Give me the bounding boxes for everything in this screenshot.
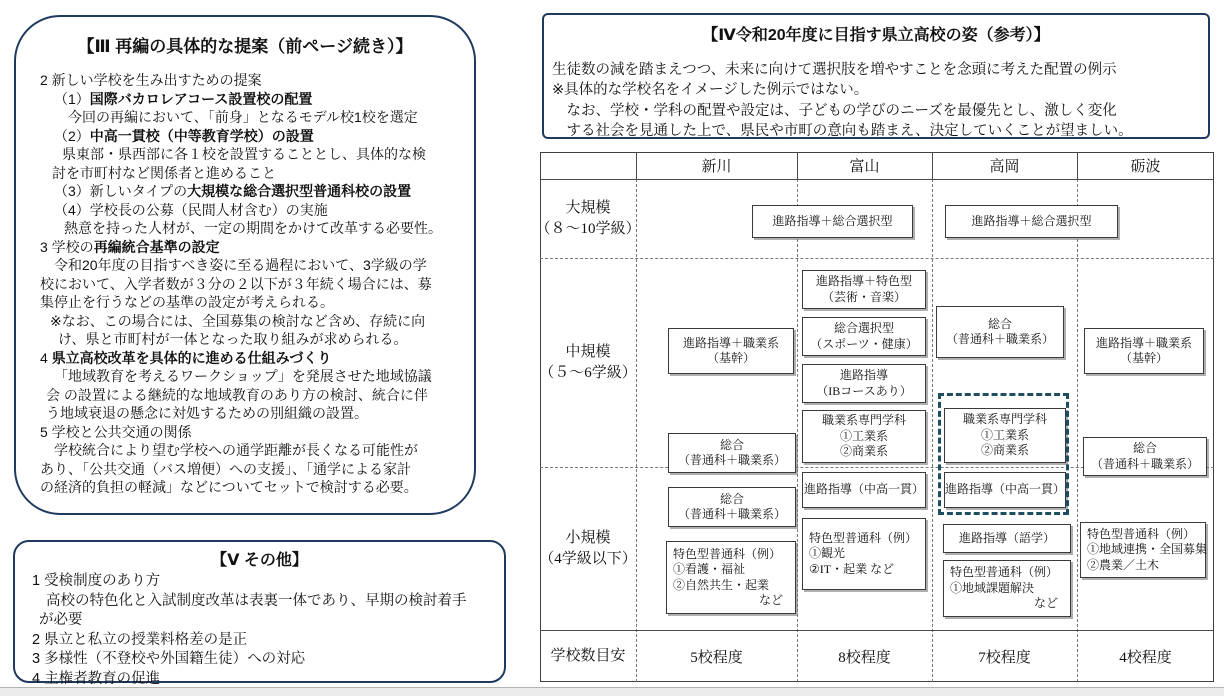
text-line: ※具体的な学校名をイメージした例示ではない。 [552,82,869,99]
text-run: あり、「公共交通（バス増便）への支援」、「通学による家計 [40,460,411,477]
row-label-line: （4学級以下） [539,550,637,567]
row-label-4 [540,630,636,682]
table-box-line: 進路指導＋総合選択型 [772,213,893,228]
table-box-line: ②IT・起業 など [809,561,895,576]
text-line [40,164,470,183]
table-box-line: ①地域連携・全国募集 [1087,542,1208,557]
table-box-medium-toyama-1 [802,270,926,309]
text-line [32,650,496,670]
table-box-line: 職業系専門学科 [821,413,906,428]
text-line [40,256,470,275]
text-run: の経済的負担の軽減」などについてセットで検討する必要。 [40,479,418,495]
text-line [40,423,470,442]
text-line [40,441,470,460]
row-label-line: 小規模 [565,529,611,546]
table-box-line: ①地域課題解決 [950,580,1035,595]
section-3-title: 【Ⅲ 再編の具体的な提案（前ページ続き）】 [77,37,413,56]
text-line [40,330,470,349]
table-box-medium-toyama-2 [802,317,926,356]
table-box-line: （IBコースあり） [816,383,912,398]
table-box-line: 進路指導（中高一貫） [945,482,1066,497]
text-line [40,108,470,127]
table-box-line: （普通科＋職業系） [677,507,786,521]
grid-line [932,179,933,682]
count-cell-2: 8校程度 [838,649,891,666]
text-line [40,367,470,386]
text-line [32,592,496,612]
table-box-medium-tonami-2 [1083,437,1207,476]
grid-line [540,179,1214,180]
text-run: 「地域教育を考えるワークショップ」を発展させた地域協議 [54,368,432,384]
row-label-line: （８～10学級） [535,220,641,237]
table-box-line: （基幹） [1119,351,1168,365]
text-run: 今回の再編において、「前身」となるモデル校1校を選定 [68,109,418,125]
table-box-line: ①工業系 [839,428,888,443]
table-box-line: 進路指導＋職業系 [1095,335,1192,350]
section-5-frame [13,540,506,687]
column-header-2: 富山 [849,159,880,175]
bold-text-run: 県立高校改革を具体的に進める仕組みづくり [51,349,332,366]
text-run: （3）新しいタイプの [54,183,188,199]
text-run: ※なお、この場合には、全国募集の検討など含め、存続に向 [50,312,426,329]
table-box-small-shinkawa-1 [668,487,796,527]
table-box-medium-toyama-3 [802,364,926,403]
table-box-line: など [1033,596,1058,611]
text-line [40,404,470,423]
text-line: する社会を見通した上で、県民や市町の意向も踏まえ、決定していくことが望ましい。 [552,122,1133,139]
text-run: 4 主権者教育の促進 [32,670,161,687]
table-box-line: ①看護・福祉 [673,562,746,576]
text-line [40,386,470,405]
table-box-line: （普通科＋職業系） [945,332,1054,346]
section-4-title: 【Ⅳ令和20年度に目指す県立高校の姿（参考）】 [702,27,1050,44]
table-box-line: ①観光 [809,546,846,561]
table-box-line: ②商業系 [980,443,1029,458]
takaoka-dashed-group-outline [938,393,1069,515]
text-run: 5 学校と公共交通の関係 [40,423,192,440]
table-box-line: 特色型普通科（例） [809,530,918,545]
table-box-line: など [758,593,783,607]
section-5-title: 【Ⅴ その他】 [211,552,308,569]
table-box-line: 総合 [1132,441,1157,455]
grid-line [797,179,798,682]
text-run: （2） [54,127,90,144]
text-line [40,71,470,90]
table-box-line: 総合 [987,316,1012,331]
section-3-body [16,71,474,497]
table-box-line: （スポーツ・健康） [810,336,918,351]
text-run: 集停止を行うなどの基準の設定が考えられる。 [40,294,334,310]
table-box-line: 進路指導＋総合選択型 [971,213,1092,228]
grid-line [636,179,637,682]
text-line [40,312,470,331]
text-line [40,478,470,497]
table-box-small-takaoka-3 [943,560,1071,617]
count-cell-1: 5校程度 [690,649,743,666]
text-line [40,293,470,312]
text-run: 学校統合により望む学校への通学距離が長くなる可能性が [54,442,418,458]
table-box-line: （基幹） [706,351,755,365]
section-5-body [15,572,504,690]
table-box-medium-takaoka-1 [936,306,1064,358]
table-box-large-shinkawa-toyama [752,205,913,238]
text-run: が必要 [39,612,83,629]
column-header-1: 新川 [701,159,732,175]
bold-text-run: 国際バカロレアコース設置校の配置 [89,90,313,107]
table-box-small-shinkawa-2 [666,541,796,614]
table-box-line: 進路指導＋職業系 [682,335,779,350]
table-box-line: 特色型普通科（例） [950,565,1059,580]
text-run: 令和20年度の目指すべき姿に至る過程において、3学級の学 [54,257,427,273]
row-label-line: （５～6学級） [539,364,637,381]
section-4-body [544,60,1208,141]
text-line [40,349,470,368]
text-run: 3 学校の [40,238,94,255]
text-line [40,145,470,164]
text-line [40,238,470,257]
text-run: 3 多様性（不登校や外国籍生徒）への対応 [32,651,306,668]
table-box-line: （普通科＋職業系） [677,453,786,467]
text-run: （4）学校長の公募（民間人材含む）の実施 [54,201,328,218]
table-box-line: ①工業系 [980,427,1029,442]
section-4-frame [542,13,1210,139]
bold-text-run: 大規模な総合選択型普通科校の設置 [187,183,412,199]
column-header-4: 砺波 [1130,159,1161,175]
count-cell-3: 7校程度 [978,649,1031,666]
text-line [32,611,496,631]
table-box-line: 進路指導（語学） [958,530,1055,545]
text-run: 高校の特色化と入試制度改革は表裏一体であり、早期の検討着手 [46,592,467,609]
text-run: （1） [54,90,90,107]
table-box-line: ②商業系 [839,444,888,459]
table-box-line: 総合 [719,437,744,452]
table-box-line: （芸術・音楽） [821,289,906,304]
table-box-small-toyama-2 [802,518,926,590]
text-run: 県東部・県西部に各１校を設置することとし、具体的な検 [62,146,426,162]
table-box-line: ②自然共生・起業 [673,577,770,592]
text-run: 熱意を持った人材が、一定の期間をかけて改革する必要性。 [64,220,442,236]
table-box-small-tonami-1 [1080,522,1206,578]
text-line [32,572,496,592]
text-run: 1 受検制度のあり方 [32,573,161,589]
text-line [40,219,470,238]
text-line [32,631,496,651]
row-label-line: 学校数目安 [550,647,626,664]
text-run: け、県と市町村が一体となった取り組みが求められる。 [58,331,408,347]
count-cell-4: 4校程度 [1119,649,1172,666]
section-3-frame [14,15,476,515]
text-line [40,275,470,294]
row-label-line: 中規模 [565,343,611,360]
table-box-medium-tonami-1 [1084,328,1204,374]
table-box-medium-toyama-4 [802,410,926,463]
table-box-line: 進路指導＋特色型 [815,274,912,288]
table-box-small-toyama-1 [802,472,926,508]
text-line [40,460,470,479]
table-box-line: 特色型普通科（例） [1087,526,1196,541]
table-box-medium-shinkawa-1 [668,328,794,374]
grid-line [1077,179,1078,682]
table-box-line: 総合選択型 [833,321,894,335]
text-run: 2 新しい学校を生み出すための提案 [40,72,262,88]
text-line [40,90,470,109]
bold-text-run: 再編統合基準の設定 [93,238,220,255]
text-run: 校において、入学者数が３分の２以下が３年続く場合には、募 [40,275,432,292]
text-run: 討を市町村など関係者と進めること [52,164,276,181]
table-box-line: 総合 [719,491,744,506]
row-label-2 [540,258,636,467]
table-box-line: （普通科＋職業系） [1090,456,1199,471]
table-box-large-takaoka-tonami [945,205,1118,238]
table-box-line: 職業系専門学科 [962,412,1047,427]
text-run: 2 県立と私立の授業料格差の是正 [32,631,248,648]
text-line [40,182,470,201]
text-run: 会 の設置による継続的な地域教育のあり方の検討、統合に伴 [46,386,428,403]
row-label-1 [535,179,641,258]
text-line: なお、学校・学科の配置や設定は、子どもの学びのニーズを最優先とし、激しく変化 [552,102,1117,119]
text-line [40,127,470,146]
table-box-line: 進路指導（中高一貫） [803,482,924,497]
table-box-line: 進路指導 [839,368,888,382]
table-box-line: ②農業／土木 [1087,557,1160,572]
text-line: 生徒数の減を踏まえつつ、未来に向けて選択肢を増やすことを念頭に考えた配置の例示 [552,62,1117,78]
bottom-strip [0,687,1224,696]
row-label-3 [540,467,636,630]
table-box-medium-shinkawa-2 [668,433,796,473]
bold-text-run: 中高一貫校（中等教育学校）の設置 [89,127,314,144]
text-run: う地域衰退の懸念に対処するための別組織の設置。 [46,405,368,421]
table-box-small-takaoka-2 [943,524,1071,553]
text-line [40,201,470,220]
table-box-line: 特色型普通科（例） [673,546,782,561]
text-run: 4 [40,349,52,366]
grid-line [540,258,1214,259]
column-header-3: 高岡 [989,159,1020,175]
row-label-line: 大規模 [565,199,611,216]
